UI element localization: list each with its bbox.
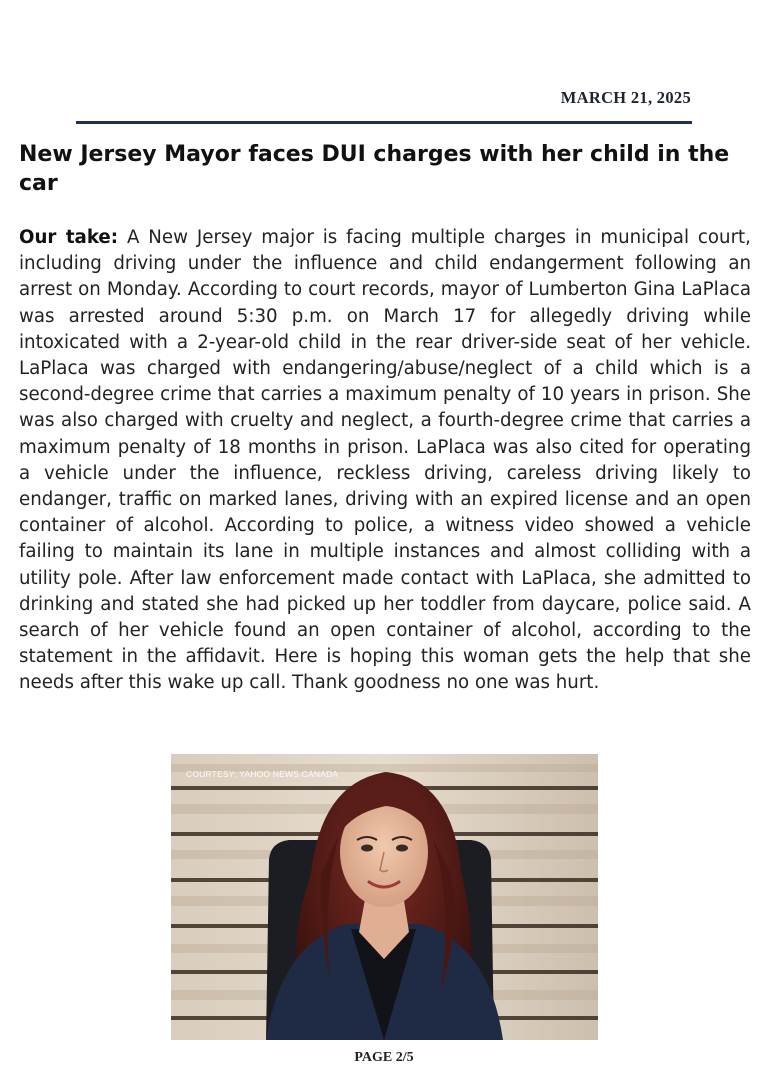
article-photo bbox=[171, 754, 598, 1040]
article-body bbox=[19, 225, 751, 697]
article-body-text: A New Jersey major is facing multiple charges in municipal court, including driving under the influence and child endangerment following an arrest on Monday. According to court records, mayor of Lumberton Gina LaPlaca was arrested around 5:30 p.m. on March 17 for allegedly driving while intoxicated with a 2-year-old child in the rear driver-side seat of her vehicle. LaPlaca was charged with endangering/abuse/neglect of a child which is a second-degree crime that carries a maximum penalty of 10 years in prison. She was also charged with cruelty and neglect, a fourth-degree crime that carries a maximum penalty of 18 months in prison. LaPlaca was also cited for operating a vehicle under the influence, reckless driving, careless driving likely to endanger, traffic on marked lanes, driving with an expired license and an open container of alcohol. According to police, a witness video showed a vehicle failing to maintain its lane in multiple instances and almost colliding with a utility pole. After law enforcement made contact with LaPlaca, she admitted to drinking and stated she had picked up her toddler from daycare, police said. A search of her vehicle found an open container of alcohol, according to the statement in the affidavit. Here is hoping this woman gets the help that she needs after this wake up call. Thank goodness no one was hurt. bbox=[19, 227, 751, 694]
page-number: PAGE 2/5 bbox=[354, 1050, 414, 1065]
portrait-illustration bbox=[171, 754, 598, 1040]
photo-credit: COURTESY: YAHOO NEWS CANADA bbox=[186, 769, 339, 779]
lead-label: Our take: bbox=[19, 227, 119, 248]
issue-date: MARCH 21, 2025 bbox=[560, 88, 691, 107]
header-divider bbox=[76, 121, 692, 124]
article-headline: New Jersey Mayor faces DUI charges with her child in the car bbox=[19, 142, 730, 196]
